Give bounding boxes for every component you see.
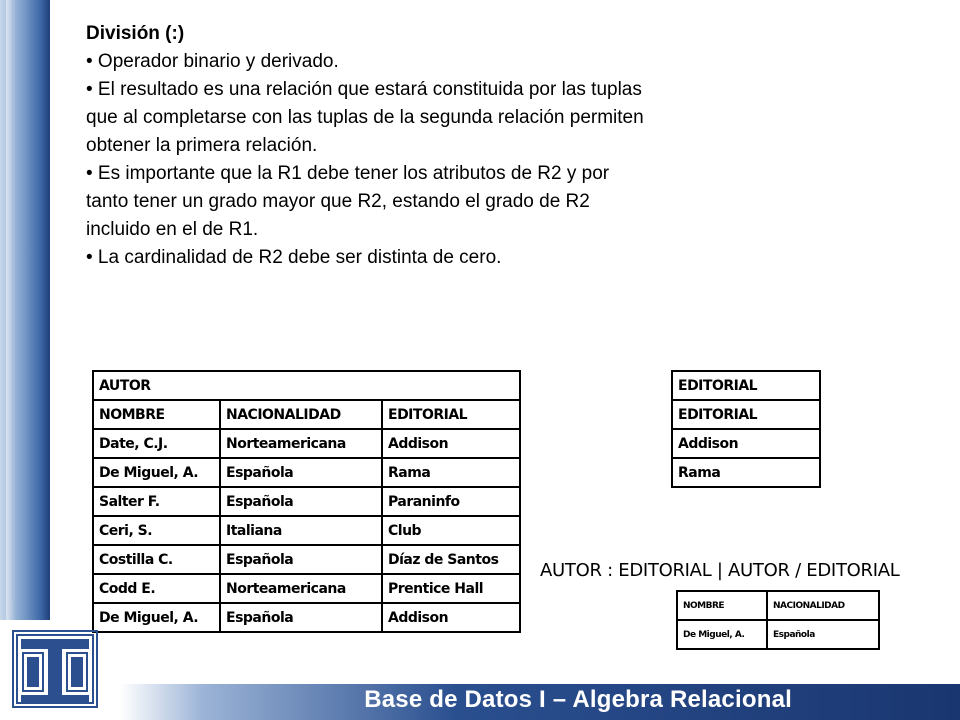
cell: Addison (382, 429, 520, 458)
table-row (93, 458, 520, 487)
bullet-1: • Operador binario y derivado. (86, 51, 339, 72)
result-header-nacionalidad: NACIONALIDAD (767, 591, 879, 620)
cell: Costilla C. (93, 545, 220, 574)
autor-table-name: AUTOR (93, 371, 520, 400)
cell: Date, C.J. (93, 429, 220, 458)
cell: Norteamericana (220, 429, 382, 458)
result-header-nombre: NOMBRE (677, 591, 767, 620)
division-operation: AUTOR : EDITORIAL | AUTOR / EDITORIAL (540, 560, 900, 581)
cell: Española (220, 545, 382, 574)
cell: Prentice Hall (382, 574, 520, 603)
cell: Rama (672, 458, 820, 487)
result-table (676, 590, 880, 650)
table-row (93, 545, 520, 574)
table-row (93, 487, 520, 516)
institution-logo (10, 628, 100, 710)
cell: Española (220, 603, 382, 632)
left-stripe-line (12, 0, 62, 600)
editorial-header: EDITORIAL (672, 400, 820, 429)
table-row (93, 516, 520, 545)
editorial-table (671, 370, 821, 488)
cell: De Miguel, A. (93, 458, 220, 487)
cell: Española (220, 487, 382, 516)
table-row (93, 603, 520, 632)
cell: Club (382, 516, 520, 545)
table-row (93, 429, 520, 458)
cell: De Miguel, A. (93, 603, 220, 632)
cell: Addison (382, 603, 520, 632)
cell: Paraninfo (382, 487, 520, 516)
table-row (672, 429, 820, 458)
cell: Addison (672, 429, 820, 458)
cell: Italiana (220, 516, 382, 545)
cell: Española (767, 620, 879, 649)
autor-header-nombre: NOMBRE (93, 400, 220, 429)
editorial-table-name: EDITORIAL (672, 371, 820, 400)
autor-table (92, 370, 521, 633)
bullet-3: • Es importante que la R1 debe tener los atributos de R2 y por tanto tener un grado mayor que R2, estando el grado de R2 incluido en el de R1. (86, 163, 610, 240)
cell: Norteamericana (220, 574, 382, 603)
table-row (93, 574, 520, 603)
slide-content (86, 20, 656, 272)
table-row (677, 620, 879, 649)
cell: Díaz de Santos (382, 545, 520, 574)
cell: Ceri, S. (93, 516, 220, 545)
cell: De Miguel, A. (677, 620, 767, 649)
cell: Salter F. (93, 487, 220, 516)
cell: Codd E. (93, 574, 220, 603)
slide-title: División (:) (86, 23, 185, 44)
cell: Rama (382, 458, 520, 487)
cell: Española (220, 458, 382, 487)
table-row (672, 458, 820, 487)
footer-title: Base de Datos I – Algebra Relacional (364, 686, 792, 713)
bullet-4: • La cardinalidad de R2 debe ser distinta de cero. (86, 247, 502, 268)
autor-header-editorial: EDITORIAL (382, 400, 520, 429)
autor-header-nacionalidad: NACIONALIDAD (220, 400, 382, 429)
bullet-2: • El resultado es una relación que estará constituida por las tuplas que al completarse con las tuplas de la segunda relación permiten obtener la primera relación. (86, 79, 644, 156)
